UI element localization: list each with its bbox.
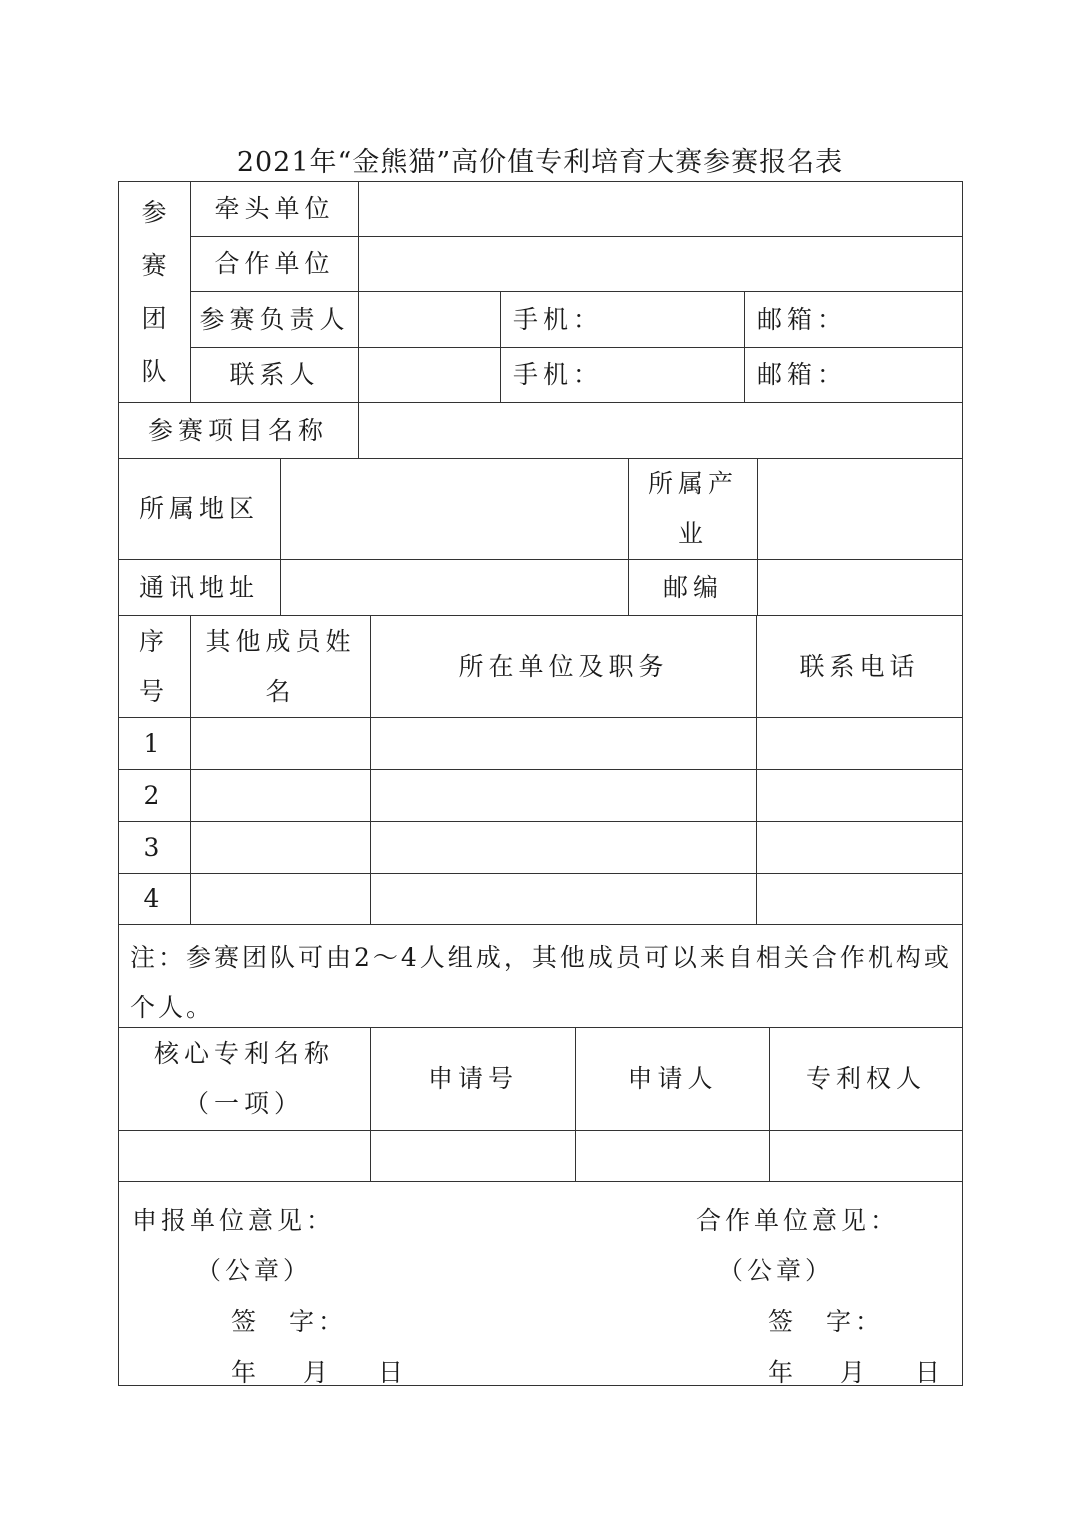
member-name-header: 其他成员姓名 [191, 616, 371, 718]
applicant-date-day: 日 [378, 1358, 408, 1387]
coop-sign-label: 签 字： [768, 1307, 885, 1336]
coop-opinion-label: 合作单位意见： [696, 1206, 900, 1235]
project-name-field[interactable] [359, 403, 963, 459]
registration-form [118, 181, 963, 1386]
member-unit-header: 所在单位及职务 [371, 616, 757, 718]
team-group-char: 参 [141, 197, 167, 227]
coop-date-month: 月 [840, 1358, 870, 1387]
leader-name-field[interactable] [359, 292, 501, 348]
member-row-number: 4 [118, 874, 191, 925]
coop-unit-label: 合作单位 [191, 237, 359, 292]
industry-field[interactable] [758, 459, 963, 560]
applicant-sign-label: 签 字： [231, 1307, 348, 1336]
contact-email-field[interactable] [745, 348, 963, 403]
team-group-label [118, 181, 191, 403]
address-label: 通讯地址 [118, 560, 281, 616]
member-name-cell[interactable] [191, 874, 371, 925]
coop-unit-field[interactable] [359, 237, 963, 292]
region-label: 所属地区 [118, 459, 281, 560]
lead-unit-field[interactable] [359, 181, 963, 237]
applicant-cell[interactable] [576, 1131, 770, 1182]
phone-label: 手机： [513, 304, 604, 334]
member-name-cell[interactable] [191, 770, 371, 822]
coop-seal-label: （公章） [718, 1256, 835, 1285]
team-group-char: 赛 [141, 250, 167, 280]
application-number-header: 申请号 [371, 1028, 576, 1131]
postcode-label: 邮编 [629, 560, 758, 616]
member-phone-cell[interactable] [757, 770, 963, 822]
applicant-date-month: 月 [303, 1358, 333, 1387]
contact-label: 联系人 [191, 348, 359, 403]
form-title: 2021年“金熊猫”高价值专利培育大赛参赛报名表 [236, 147, 844, 178]
coop-date-year: 年 [768, 1358, 798, 1387]
team-group-char: 队 [141, 356, 167, 386]
member-unit-cell[interactable] [371, 822, 757, 874]
patent-name-cell[interactable] [118, 1131, 371, 1182]
team-note: 注：参赛团队可由2～4人组成，其他成员可以来自相关合作机构或个人。 [118, 925, 963, 1028]
member-row-number: 3 [118, 822, 191, 874]
address-field[interactable] [281, 560, 629, 616]
application-number-cell[interactable] [371, 1131, 576, 1182]
leader-email-field[interactable] [745, 292, 963, 348]
applicant-date-year: 年 [231, 1358, 261, 1387]
member-seq-header: 序号 [118, 616, 191, 718]
member-phone-header: 联系电话 [757, 616, 963, 718]
phone-label: 手机： [513, 360, 604, 389]
coop-date-day: 日 [915, 1358, 945, 1387]
member-unit-cell[interactable] [371, 718, 757, 770]
team-group-char: 团 [141, 303, 167, 333]
region-field[interactable] [281, 459, 629, 560]
contact-phone-field[interactable] [501, 348, 745, 403]
leader-label: 参赛负责人 [191, 292, 359, 348]
member-row-number: 1 [118, 718, 191, 770]
member-name-cell[interactable] [191, 822, 371, 874]
email-label: 邮箱： [757, 360, 848, 389]
project-name-label: 参赛项目名称 [118, 403, 359, 459]
applicant-seal-label: （公章） [196, 1256, 313, 1285]
patentee-cell[interactable] [770, 1131, 963, 1182]
member-phone-cell[interactable] [757, 822, 963, 874]
applicant-header: 申请人 [576, 1028, 770, 1131]
postcode-field[interactable] [758, 560, 963, 616]
leader-phone-field[interactable] [501, 292, 745, 348]
signature-block [118, 1182, 963, 1386]
member-phone-cell[interactable] [757, 718, 963, 770]
member-unit-cell[interactable] [371, 770, 757, 822]
industry-label: 所属产业 [629, 459, 758, 560]
member-row-number: 2 [118, 770, 191, 822]
lead-unit-label: 牵头单位 [191, 181, 359, 237]
patentee-header: 专利权人 [770, 1028, 963, 1131]
email-label: 邮箱： [757, 304, 848, 334]
applicant-opinion-label: 申报单位意见： [132, 1206, 336, 1235]
member-unit-cell[interactable] [371, 874, 757, 925]
patent-name-header: 核心专利名称（一项） [118, 1028, 371, 1131]
member-name-cell[interactable] [191, 718, 371, 770]
member-phone-cell[interactable] [757, 874, 963, 925]
contact-name-field[interactable] [359, 348, 501, 403]
